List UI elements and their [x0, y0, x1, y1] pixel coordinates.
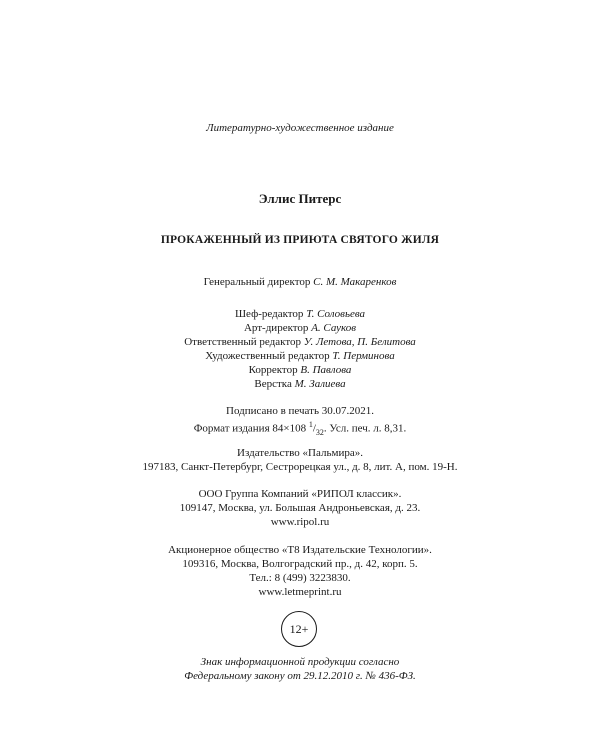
staff-line	[0, 307, 600, 321]
staff-role: Арт-директор	[243, 322, 309, 334]
age-notice-line: Знак информационной продукции согласно	[200, 656, 400, 668]
group-website: www.ripol.ru	[270, 516, 330, 528]
staff-line	[0, 335, 600, 349]
author-name: Эллис Питерс	[258, 191, 342, 206]
group-name: ООО Группа Компаний «РИПОЛ классик».	[198, 488, 402, 500]
printer-address: 109316, Москва, Волгоградский пр., д. 42, корп. 5.	[182, 558, 418, 570]
format-suffix: . Усл. печ. л. 8,31.	[323, 422, 407, 435]
staff-name: Т. Соловьева	[306, 308, 366, 320]
publisher-address: 197183, Санкт-Петербург, Сестрорецкая ул., д. 8, лит. А, пом. 19-Н.	[142, 461, 458, 473]
general-director-role: Генеральный директор	[203, 276, 311, 288]
print-format: Формат издания 84×108 $^1/_{32}$. Усл. печ. л. 8,31.	[193, 420, 407, 437]
staff-name: У. Летова, П. Белитова	[303, 336, 416, 348]
publisher-name: Издательство «Пальмира».	[237, 447, 363, 459]
print-signed: Подписано в печать 30.07.2021.	[226, 405, 374, 417]
staff-name: В. Павлова	[300, 364, 352, 376]
format-denominator: 32	[315, 427, 324, 437]
staff-role: Ответственный редактор	[184, 336, 301, 348]
staff-line	[0, 363, 600, 377]
age-rating-badge: 12+	[281, 611, 317, 647]
general-director-name: С. М. Макаренков	[313, 276, 397, 288]
printer-name: Акционерное общество «Т8 Издательские Технологии».	[168, 544, 432, 556]
format-prefix: Формат издания 84×108	[193, 422, 307, 435]
staff-line	[0, 377, 600, 391]
book-title: ПРОКАЖЕННЫЙ ИЗ ПРИЮТА СВЯТОГО ЖИЛЯ	[160, 234, 440, 246]
staff-role: Художественный редактор	[205, 350, 330, 362]
staff-name: М. Залиева	[294, 378, 346, 390]
edition-type: Литературно-художественное издание	[206, 122, 394, 134]
staff-line	[0, 321, 600, 335]
printer-phone: Тел.: 8 (499) 3223830.	[249, 572, 351, 584]
group-address: 109147, Москва, ул. Большая Андроньевская, д. 23.	[179, 502, 421, 514]
staff-role: Шеф-редактор	[234, 308, 304, 320]
staff-line	[0, 349, 600, 363]
staff-role: Верстка	[254, 378, 292, 390]
staff-role: Корректор	[248, 364, 298, 376]
format-numerator: 1	[308, 420, 313, 429]
printer-website: www.letmeprint.ru	[258, 586, 342, 598]
staff-name: Т. Перминова	[332, 350, 395, 362]
staff-name: А. Сауков	[311, 322, 357, 334]
age-notice-line: Федеральному закону от 29.12.2010 г. № 436-ФЗ.	[184, 670, 416, 682]
general-director-line	[0, 275, 600, 289]
